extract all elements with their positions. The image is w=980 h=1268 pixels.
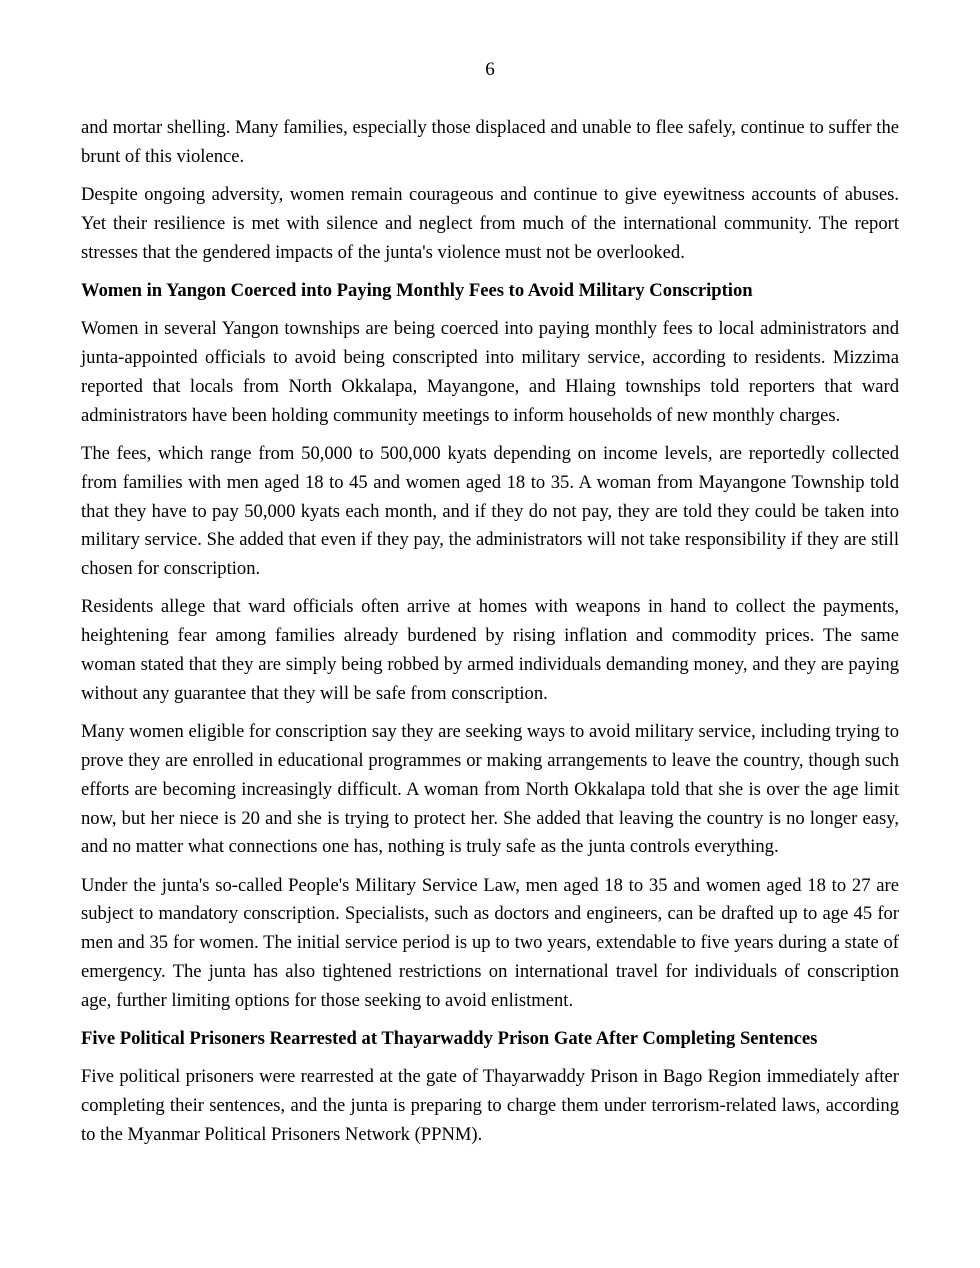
paragraph-shelling-continuation: and mortar shelling. Many families, especially those displaced and unable to flee safely, continue to suffer the brunt of this violence. [81, 117, 899, 167]
paragraph-women-resilience: Despite ongoing adversity, women remain courageous and continue to give eyewitness accounts of abuses. Yet their resilience is met with silence and neglect from much of the international community. The report stresses that the gendered impacts of the junta's violence must not be overlooked. [81, 184, 899, 263]
paragraph-avoidance-efforts: Many women eligible for conscription say they are seeking ways to avoid military service, including trying to prove they are enrolled in educational programmes or making arrangements to leave the country, though such efforts are becoming increasingly difficult. A woman from North Okkalapa told that she is over the age limit now, but her niece is 20 and she is trying to protect her. She added that leaving the country is no longer easy, and no matter what connections one has, nothing is truly safe as the junta controls everything. [81, 721, 899, 858]
paragraph-armed-officials: Residents allege that ward officials often arrive at homes with weapons in hand to collect the payments, heightening fear among families already burdened by rising inflation and commodity prices. The same woman stated that they are simply being robbed by armed individuals demanding money, and they are paying without any guarantee that they will be safe from conscription. [81, 596, 899, 704]
document-body [81, 114, 899, 1159]
paragraph-thayarwaddy-prison: Five political prisoners were rearrested at the gate of Thayarwaddy Prison in Bago Region immediately after completing their sentences, and the junta is preparing to charge them under terrorism-related laws, according to the Myanmar Political Prisoners Network (PPNM). [81, 1066, 899, 1145]
section-heading-yangon-fees: Women in Yangon Coerced into Paying Monthly Fees to Avoid Military Conscription [81, 279, 753, 301]
paragraph-service-law: Under the junta's so-called People's Military Service Law, men aged 18 to 35 and women aged 18 to 27 are subject to mandatory conscription. Specialists, such as doctors and engineers, can be drafted up to age 45 for men and 35 for women. The initial service period is up to two years, extendable to five years during a state of emergency. The junta has also tightened restrictions on international travel for individuals of conscription age, further limiting options for those seeking to avoid enlistment. [81, 874, 899, 1011]
paragraph-fee-ranges: The fees, which range from 50,000 to 500,000 kyats depending on income levels, are reportedly collected from families with men aged 18 to 45 and women aged 18 to 35. A woman from Mayangone Township told that they have to pay 50,000 kyats each month, and if they do not pay, they are told they could be taken into military service. She added that even if they pay, the administrators will not take responsibility if they are still chosen for conscription. [81, 442, 899, 580]
paragraph-yangon-coercion: Women in several Yangon townships are being coerced into paying monthly fees to local administrators and junta-appointed officials to avoid being conscripted into military service, according to residents. Mizzima reported that locals from North Okkalapa, Mayangone, and Hlaing townships told reporters that ward administrators have been holding community meetings to inform households of new monthly charges. [81, 318, 899, 426]
section-heading-prisoners-rearrested: Five Political Prisoners Rearrested at Thayarwaddy Prison Gate After Completing Sentences [81, 1028, 818, 1050]
page-number: 6 [485, 59, 495, 80]
